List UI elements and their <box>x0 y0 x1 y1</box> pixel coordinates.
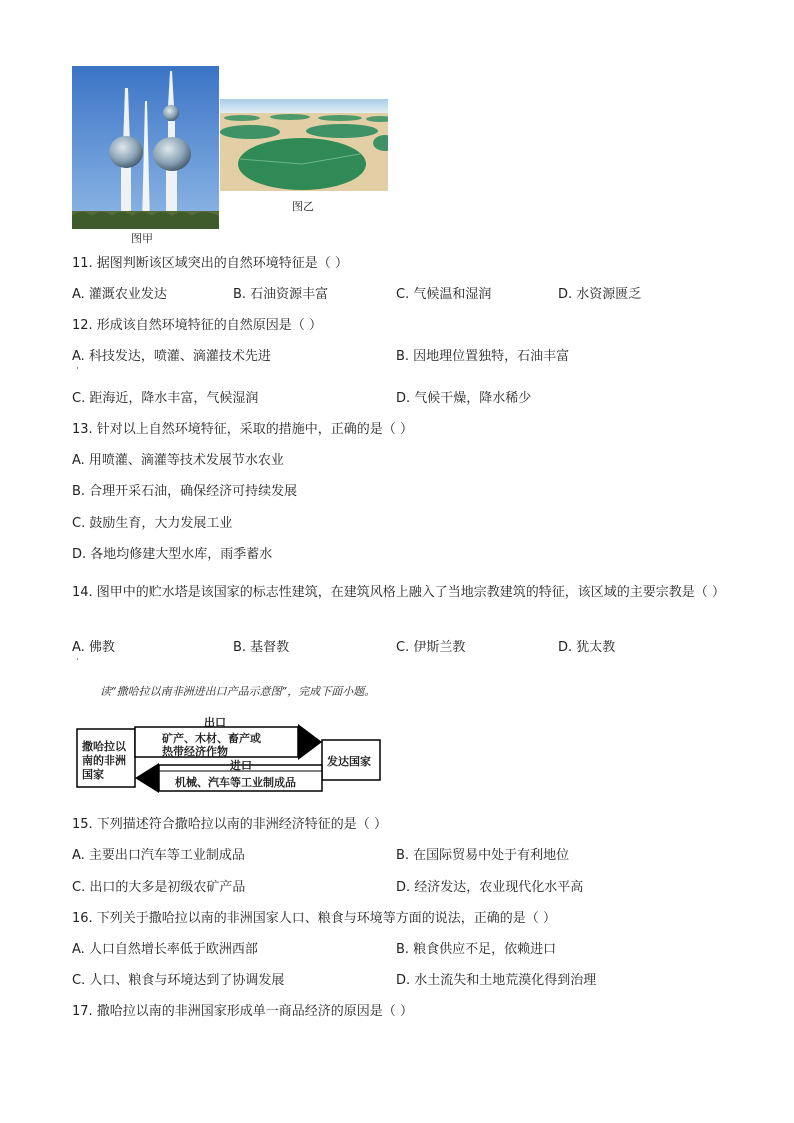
q12-option-a[interactable]: A. 科技发达，喷灌、滴灌技术先进 <box>72 349 271 364</box>
q12-option-b[interactable]: B. 因地理位置独特，石油丰富 <box>396 349 570 364</box>
section-intro: 读“撒哈拉以南非洲进出口产品示意图”，完成下面小题。 <box>100 685 376 698</box>
import-items: 机械、汽车等工业制成品 <box>175 776 296 789</box>
left-box-line-3: 国家 <box>82 768 104 781</box>
right-box-label: 发达国家 <box>327 755 371 768</box>
export-label: 出口 <box>204 716 226 729</box>
q11-option-c[interactable]: C. 气候温和湿润 <box>396 287 492 302</box>
q15-option-c[interactable]: C. 出口的大多是初级农矿产品 <box>72 880 246 895</box>
export-items-line-1: 矿产、木材、畜产或 <box>162 732 261 745</box>
figure-yi-image <box>220 99 388 191</box>
figure-yi-caption: 图乙 <box>292 200 314 213</box>
import-label: 进口 <box>230 759 252 772</box>
q16-option-a[interactable]: A. 人口自然增长率低于欧洲西部 <box>72 942 258 957</box>
q13-option-d[interactable]: D. 各地均修建大型水库，雨季蓄水 <box>72 547 273 562</box>
option-dot-mark: · <box>76 364 79 374</box>
q14-option-b[interactable]: B. 基督教 <box>233 640 290 655</box>
question-12-stem: 12. 形成该自然环境特征的自然原因是（ ） <box>72 318 322 333</box>
q12-option-c[interactable]: C. 距海近，降水丰富，气候湿润 <box>72 391 259 406</box>
question-11-stem: 11. 据图判断该区域突出的自然环境特征是（ ） <box>72 256 348 271</box>
q13-option-b[interactable]: B. 合理开采石油，确保经济可持续发展 <box>72 484 298 499</box>
left-box-line-2: 南的非洲 <box>82 754 126 767</box>
left-box-line-1: 撒哈拉以 <box>82 740 126 753</box>
figure-jia-caption: 图甲 <box>131 232 153 245</box>
q13-option-a[interactable]: A. 用喷灌、滴灌等技术发展节水农业 <box>72 453 284 468</box>
q16-option-b[interactable]: B. 粮食供应不足，依赖进口 <box>396 942 557 957</box>
question-17-stem: 17. 撒哈拉以南的非洲国家形成单一商品经济的原因是（ ） <box>72 1004 413 1019</box>
q11-option-d[interactable]: D. 水资源匮乏 <box>558 287 642 302</box>
q14-option-c[interactable]: C. 伊斯兰教 <box>396 640 466 655</box>
q11-option-b[interactable]: B. 石油资源丰富 <box>233 287 329 302</box>
q14-option-d[interactable]: D. 犹太教 <box>558 640 616 655</box>
question-15-stem: 15. 下列描述符合撒哈拉以南的非洲经济特征的是（ ） <box>72 817 387 832</box>
question-13-stem: 13. 针对以上自然环境特征，采取的措施中，正确的是（ ） <box>72 422 413 437</box>
question-14-stem: 14. 图甲中的贮水塔是该国家的标志性建筑，在建筑风格上融入了当地宗教建筑的特征，该区域的主要宗教是（ ） <box>72 585 725 600</box>
q16-option-c[interactable]: C. 人口、粮食与环境达到了协调发展 <box>72 973 285 988</box>
question-16-stem: 16. 下列关于撒哈拉以南的非洲国家人口、粮食与环境等方面的说法，正确的是（ ） <box>72 911 556 926</box>
q15-option-a[interactable]: A. 主要出口汽车等工业制成品 <box>72 848 245 863</box>
kuwait-towers-illustration <box>72 66 219 229</box>
center-pivot-fields-illustration <box>220 99 388 191</box>
trade-diagram <box>74 712 384 794</box>
q12-option-d[interactable]: D. 气候干燥，降水稀少 <box>396 391 532 406</box>
export-items-line-2: 热带经济作物 <box>162 745 228 758</box>
option-dot-mark: · <box>76 655 79 665</box>
q16-option-d[interactable]: D. 水土流失和土地荒漠化得到治理 <box>396 973 597 988</box>
figure-jia-image <box>72 66 219 229</box>
q13-option-c[interactable]: C. 鼓励生育，大力发展工业 <box>72 516 233 531</box>
q11-option-a[interactable]: A. 灌溉农业发达 <box>72 287 167 302</box>
q15-option-b[interactable]: B. 在国际贸易中处于有利地位 <box>396 848 570 863</box>
q15-option-d[interactable]: D. 经济发达，农业现代化水平高 <box>396 880 584 895</box>
q14-option-a[interactable]: A. 佛教 <box>72 640 115 655</box>
